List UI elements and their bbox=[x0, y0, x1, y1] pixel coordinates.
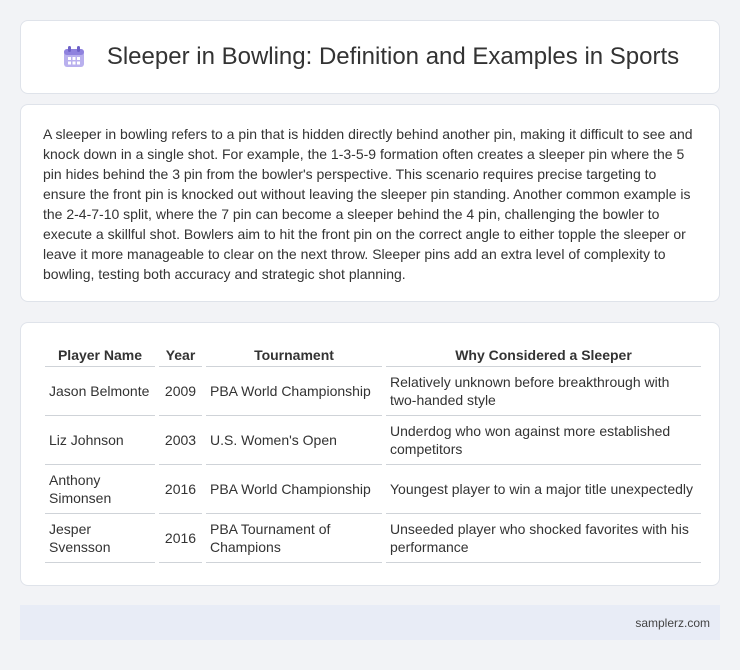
cell-player-name: Anthony Simonsen bbox=[45, 465, 155, 514]
header-player-name: Player Name bbox=[45, 343, 155, 367]
page-title: Sleeper in Bowling: Definition and Examples in Sports bbox=[106, 43, 680, 70]
table-row bbox=[45, 367, 701, 416]
cell-tournament: PBA Tournament of Champions bbox=[206, 514, 382, 563]
footer-bar bbox=[20, 605, 720, 640]
cell-reason: Youngest player to win a major title unexpectedly bbox=[386, 465, 701, 514]
table-row bbox=[45, 465, 701, 514]
intro-card bbox=[20, 104, 720, 302]
cell-player-name: Jesper Svensson bbox=[45, 514, 155, 563]
cell-year: 2009 bbox=[159, 367, 202, 416]
cell-year: 2016 bbox=[159, 514, 202, 563]
cell-tournament: PBA World Championship bbox=[206, 465, 382, 514]
intro-paragraph: A sleeper in bowling refers to a pin that is hidden directly behind another pin, making it difficult to see and knock down in a single shot. For example, the 1-3-5-9 formation often creates a sleeper pin where the 5 pin hides behind the 3 pin from the bowler's perspective. This scenario requires precise targeting to ensure the front pin is knocked out without leaving the sleeper pin standing. Another common example is the 2-4-7-10 split, where the 7 pin can become a sleeper behind the 4 pin, challenging the bowler to execute a skillful shot. Bowlers aim to hit the front pin on the correct angle to either topple the sleeper or leave it more manageable to clear on the next throw. Sleeper pins add an extra level of complexity to bowling, testing both accuracy and strategic shot planning. bbox=[43, 126, 693, 282]
cell-year: 2003 bbox=[159, 416, 202, 465]
cell-player-name: Jason Belmonte bbox=[45, 367, 155, 416]
table-card bbox=[20, 322, 720, 586]
sleeper-players-table bbox=[41, 343, 705, 563]
cell-reason: Unseeded player who shocked favorites with his performance bbox=[386, 514, 701, 563]
header-card bbox=[20, 20, 720, 94]
calendar-icon bbox=[61, 44, 87, 70]
cell-tournament: U.S. Women's Open bbox=[206, 416, 382, 465]
cell-reason: Relatively unknown before breakthrough with two-handed style bbox=[386, 367, 701, 416]
header-tournament: Tournament bbox=[206, 343, 382, 367]
footer-site-link[interactable]: samplerz.com bbox=[635, 615, 710, 630]
header-why-sleeper: Why Considered a Sleeper bbox=[386, 343, 701, 367]
table-row bbox=[45, 416, 701, 465]
cell-reason: Underdog who won against more established competitors bbox=[386, 416, 701, 465]
table-row bbox=[45, 514, 701, 563]
cell-player-name: Liz Johnson bbox=[45, 416, 155, 465]
table-header-row bbox=[45, 343, 701, 367]
header-year: Year bbox=[159, 343, 202, 367]
cell-year: 2016 bbox=[159, 465, 202, 514]
cell-tournament: PBA World Championship bbox=[206, 367, 382, 416]
